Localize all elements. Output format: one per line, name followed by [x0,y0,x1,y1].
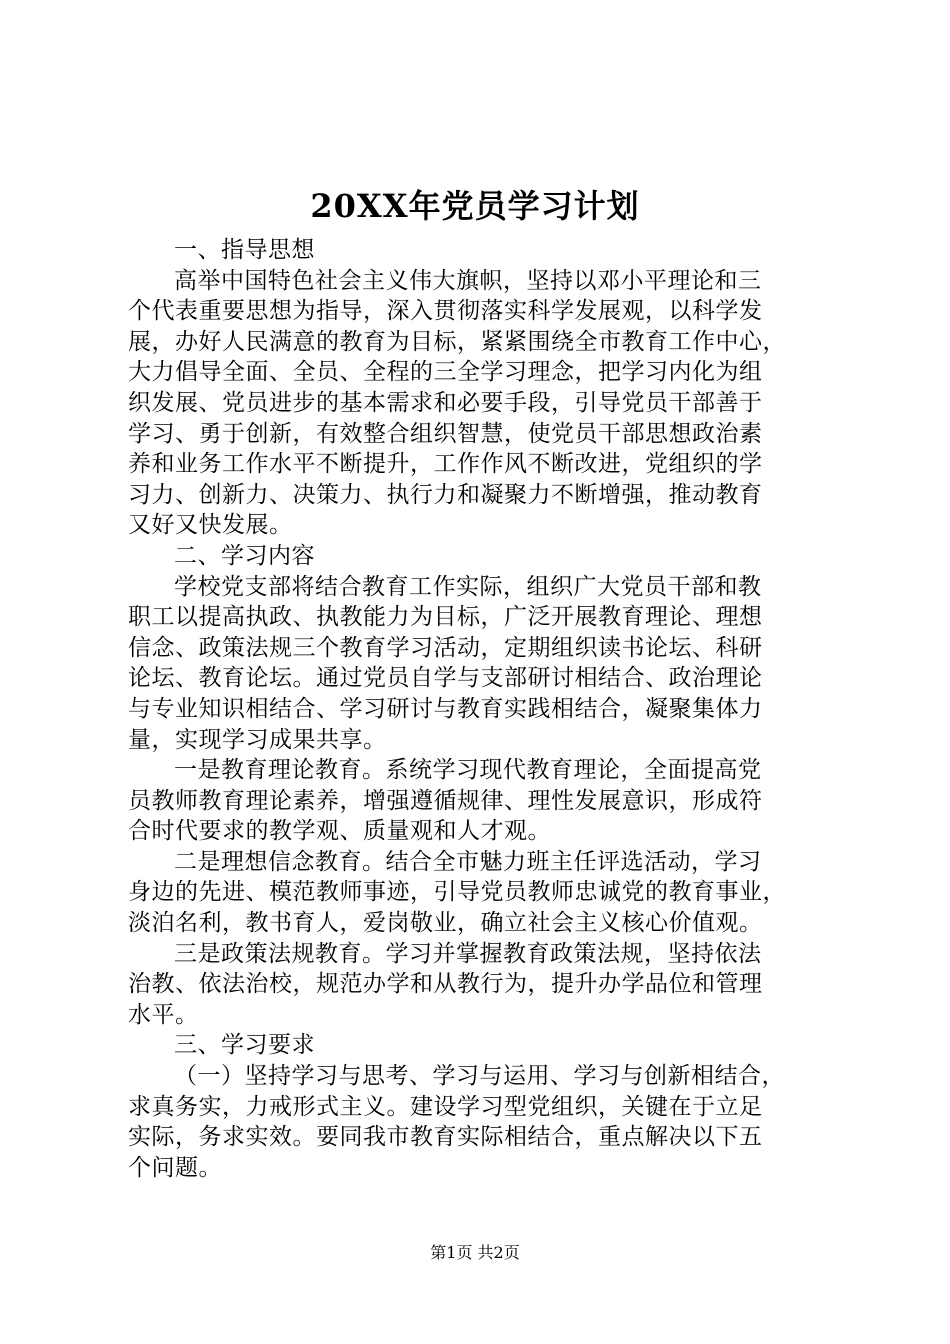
text-line: 二、学习内容 [174,542,315,569]
text-line: 求真务实，力戒形式主义。建设学习型党组织，关键在于立足 [128,1093,763,1120]
text-line: 个代表重要思想为指导，深入贯彻落实科学发展观，以科学发 [128,298,763,325]
text-line: 与专业知识相结合、学习研讨与教育实践相结合，凝聚集体力 [128,695,763,722]
text-line: 论坛、教育论坛。通过党员自学与支部研讨相结合、政治理论 [128,665,763,692]
text-line: 展，办好人民满意的教育为目标，紧紧围绕全市教育工作中心， [128,328,786,355]
text-line: 个问题。 [128,1154,222,1181]
text-line: 淡泊名利，教书育人，爱岗敬业，确立社会主义核心价值观。 [128,910,763,937]
text-line: 学校党支部将结合教育工作实际，组织广大党员干部和教 [174,573,762,600]
text-line: 量，实现学习成果共享。 [128,726,387,753]
text-line: 织发展、党员进步的基本需求和必要手段，引导党员干部善于 [128,389,763,416]
text-line: 职工以提高执政、执教能力为目标，广泛开展教育理论、理想 [128,604,763,631]
text-line: （一）坚持学习与思考、学习与运用、学习与创新相结合， [174,1063,785,1090]
paragraph [128,755,838,847]
text-line: 合时代要求的教学观、质量观和人才观。 [128,818,551,845]
section-heading [128,1030,838,1061]
page-footer: 第1页 共2页 [430,1243,520,1262]
paragraph [128,572,838,756]
text-line: 习力、创新力、决策力、执行力和凝聚力不断增强，推动教育 [128,481,763,508]
document-body [128,235,838,1183]
paragraph [128,1061,838,1183]
text-line: 信念、政策法规三个教育学习活动，定期组织读书论坛、科研 [128,634,763,661]
text-line: 学习、勇于创新，有效整合组织智慧，使党员干部思想政治素 [128,420,763,447]
text-line: 身边的先进、模范教师事迹，引导党员教师忠诚党的教育事业， [128,879,786,906]
text-line: 高举中国特色社会主义伟大旗帜，坚持以邓小平理论和三 [174,267,762,294]
text-line: 三、学习要求 [174,1032,315,1059]
text-line: 养和业务工作水平不断提升，工作作风不断改进，党组织的学 [128,451,763,478]
text-line: 三是政策法规教育。学习并掌握教育政策法规，坚持依法 [174,940,762,967]
text-line: 一、指导思想 [174,237,315,263]
paragraph [128,847,838,939]
paragraph [128,266,838,541]
text-line: 大力倡导全面、全员、全程的三全学习理念，把学习内化为组 [128,359,763,386]
text-line: 又好又快发展。 [128,512,293,539]
text-line: 治教、依法治校，规范办学和从教行为，提升办学品位和管理 [128,971,763,998]
text-line: 员教师教育理论素养，增强遵循规律、理性发展意识，形成符 [128,787,763,814]
text-line: 一是教育理论教育。系统学习现代教育理论，全面提高党 [174,757,762,784]
text-line: 实际，务求实效。要同我市教育实际相结合，重点解决以下五 [128,1124,763,1151]
section-heading [128,541,838,572]
text-line: 二是理想信念教育。结合全市魅力班主任评选活动，学习 [174,848,762,875]
paragraph [128,939,838,1031]
text-line: 水平。 [128,1001,199,1028]
document-title: 20XX年党员学习计划 [310,187,640,225]
section-heading [128,235,838,266]
